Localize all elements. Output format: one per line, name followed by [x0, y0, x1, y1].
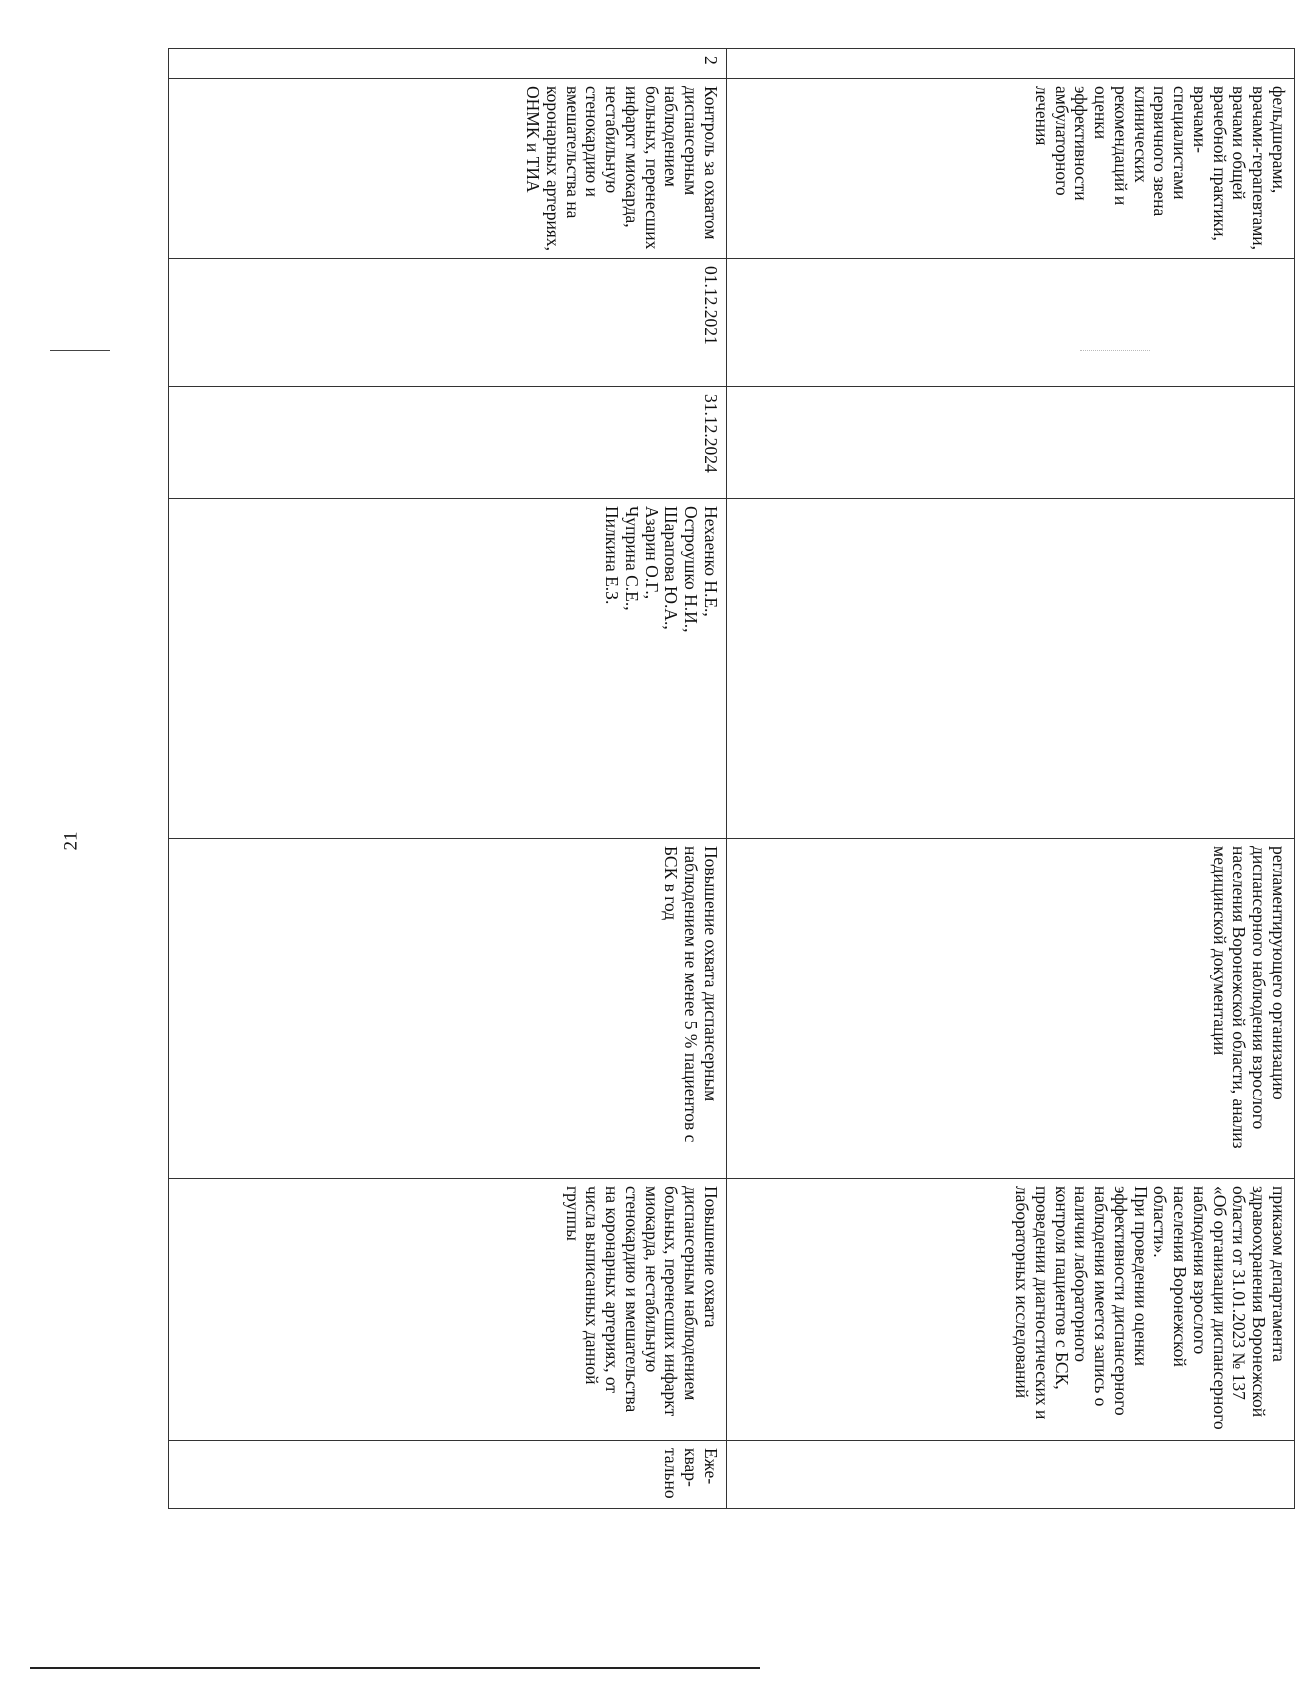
cell-start-date — [727, 259, 1295, 387]
rotated-table — [175, 48, 1295, 1508]
cell-end-date — [727, 387, 1295, 499]
plan-table — [168, 48, 1295, 1509]
scan-mark — [50, 350, 110, 351]
cell-frequency: Еже- квар- тально — [169, 1441, 727, 1509]
cell-result: регламентирующего организацию диспансерного наблюдения взрослого населения Воронежской области, анализ медицинской документации — [727, 839, 1295, 1179]
cell-number — [727, 49, 1295, 79]
cell-indicator: Повышение охвата диспансерным наблюдением больных, перенесших инфаркт миокарда, нестабильную стенокардию и вмешательства на коронарных артериях, от числа выписанных данной группы — [169, 1179, 727, 1441]
cell-frequency — [727, 1441, 1295, 1509]
cell-measure: Контроль за охватом диспансерным наблюдением больных, перенесших инфаркт миокарда, нестабильную стенокардию и вмешательства на коронарных артериях, ОНМК и ТИА — [169, 79, 727, 259]
table-container — [175, 48, 1295, 1508]
page-number: 21 — [60, 831, 82, 851]
cell-number: 2 — [169, 49, 727, 79]
cell-responsible — [727, 499, 1295, 839]
cell-measure: фельдшерами, врачами-терапевтами, врачами общей врачебной практики, врачами-специалистами первичного звена клинических рекомендаций и оценки эффективности амбулаторного лечения — [727, 79, 1295, 259]
cell-indicator: приказом департамента здравоохранения Воронежской области от 31.01.2023 № 137 «Об организации диспансерного наблюдения взрослого населения Воронежской области». При проведении оценки эффективности диспансерного наблюдения имеется запись о наличии лабораторного контроля пациентов с БСК, проведении диагностических и лабораторных исследований — [727, 1179, 1295, 1441]
table-row — [727, 49, 1295, 1509]
cell-responsible: Нехаенко Н.Е., Остроушко Н.И., Шарапова Ю.А., Азарин О.Г., Чуприна С.Е., Пилкина Е.З. — [169, 499, 727, 839]
bottom-rule — [30, 1667, 760, 1669]
table-row — [169, 49, 727, 1509]
cell-result: Повышение охвата диспансерным наблюдением не менее 5 % пациентов с БСК в год — [169, 839, 727, 1179]
cell-end-date: 31.12.2024 — [169, 387, 727, 499]
cell-start-date: 01.12.2021 — [169, 259, 727, 387]
